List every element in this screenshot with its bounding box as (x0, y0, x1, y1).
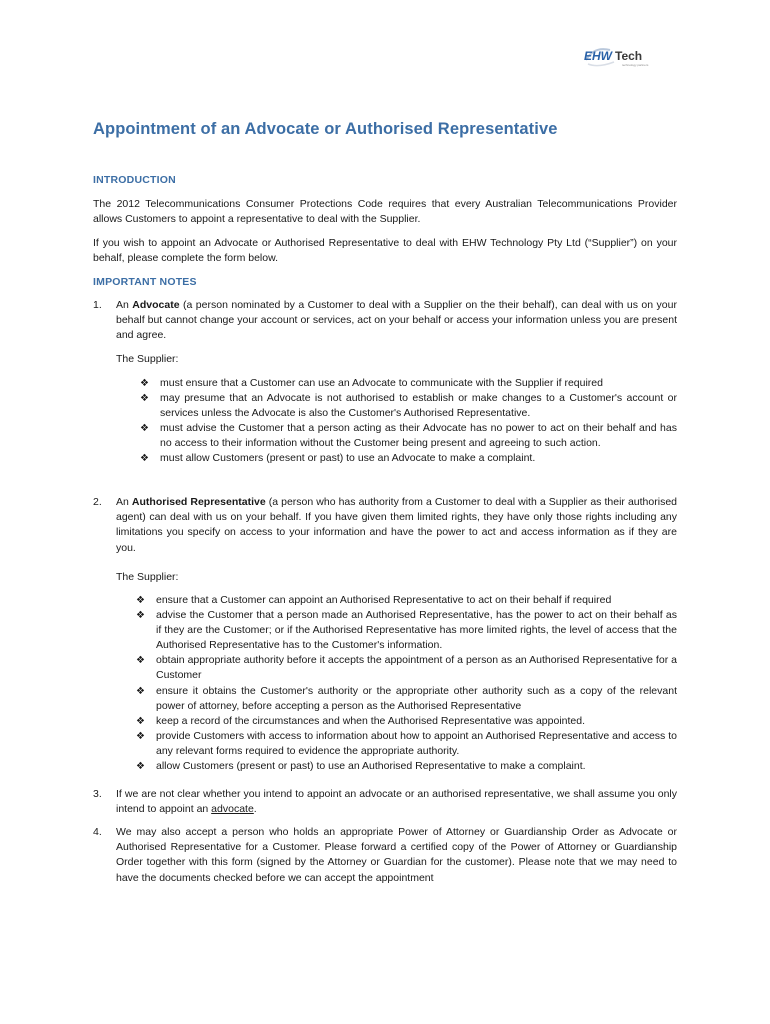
diamond-bullet-icon: ❖ (140, 378, 149, 389)
list-item: ❖ provide Customers with access to information about how to appoint an Authorised Representative and access to any relevant forms required to evidence the appropriate authority. (136, 729, 677, 757)
list-item: ❖ advise the Customer that a person made an Authorised Representative, has the power to act on their behalf as if they are the Customer; or if the Authorised Representative has more limited rights, the level of access that the Authorised Representative has to the Customer's information. (136, 609, 677, 652)
note-number: 2. (93, 496, 102, 508)
logo-tagline: technology partners (622, 63, 649, 67)
note-text: An Advocate (a person nominated by a Customer to deal with a Supplier on the their behalf), can deal with us on your behalf but cannot change your account or services, act on your behalf or access your information unless you are present and agree. (116, 299, 677, 342)
list-item: ❖ allow Customers (present or past) to use an Authorised Representative to make a complaint. (132, 759, 677, 774)
advocate-term: Advocate (132, 299, 180, 311)
list-item: ❖ obtain appropriate authority before it accepts the appointment of a person as an Authorised Representative for a Customer (136, 654, 677, 682)
representative-supplier-list (132, 593, 677, 774)
document-title: Appointment of an Advocate or Authorised Representative (93, 120, 558, 138)
diamond-bullet-icon: ❖ (140, 423, 149, 435)
list-item: ❖ ensure it obtains the Customer's authority or the appropriate other authority such as a copy of the relevant power of attorney, before accepting a person as the Authorised Representative (136, 684, 677, 712)
diamond-bullet-icon: ❖ (136, 685, 145, 697)
diamond-bullet-icon: ❖ (136, 610, 145, 622)
introduction-heading: INTRODUCTION (93, 174, 176, 186)
list-item: ❖ ensure that a Customer can appoint an Authorised Representative to act on their behalf if required (132, 593, 677, 608)
note-number: 3. (93, 788, 102, 800)
list-item: ❖ may presume that an Advocate is not authorised to establish or make changes to a Customer's account or services unless the Advocate is also the Customer's Authorised Representative. (140, 392, 677, 420)
list-item: ❖ must advise the Customer that a person acting as their Advocate has no power to act on their behalf and has no access to their information without the Customer being present and agreeing to such action. (140, 422, 677, 450)
note-text: If we are not clear whether you intend to appoint an advocate or an authorised representative, we shall assume you only intend to appoint an advocate. (116, 788, 677, 816)
logo-graphic (584, 44, 664, 70)
supplier-label-1: The Supplier: (116, 353, 179, 365)
ehw-tech-logo (584, 44, 664, 70)
list-item: ❖ must allow Customers (present or past) to use an Advocate to make a complaint. (136, 451, 677, 466)
advocate-supplier-list (136, 376, 677, 467)
diamond-bullet-icon: ❖ (136, 595, 145, 606)
diamond-bullet-icon: ❖ (136, 715, 145, 727)
diamond-bullet-icon: ❖ (140, 453, 149, 465)
note-number: 4. (93, 826, 102, 838)
important-notes-heading: IMPORTANT NOTES (93, 276, 197, 288)
authorised-representative-term: Authorised Representative (131, 496, 266, 508)
diamond-bullet-icon: ❖ (136, 655, 145, 667)
intro-paragraph-1: The 2012 Telecommunications Consumer Protections Code requires that every Australian Telecommunications Provider allows Customers to appoint a representative to deal with the Supplier. (93, 198, 677, 226)
diamond-bullet-icon: ❖ (136, 730, 145, 742)
diamond-bullet-icon: ❖ (136, 761, 145, 773)
list-item: ❖ must ensure that a Customer can use an Advocate to communicate with the Supplier if required (136, 376, 677, 391)
note-text: We may also accept a person who holds an appropriate Power of Attorney or Guardianship Order as Advocate or Authorised Representative for a Customer. Please forward a certified copy of the Power of Attorney or Guardianship Order together with this form (signed by the Attorney or Guardian for the customer). Please note that we may need to have the documents checked before we can accept the appointment (116, 826, 677, 884)
supplier-label-2: The Supplier: (116, 571, 179, 583)
advocate-link[interactable]: advocate (211, 803, 254, 816)
intro-paragraph-2: If you wish to appoint an Advocate or Authorised Representative to deal with EHW Technology Pty Ltd (“Supplier”) on your behalf, please complete the form below. (93, 237, 677, 265)
list-item: ❖ keep a record of the circumstances and when the Authorised Representative was appointed. (132, 714, 677, 729)
note-text: An Authorised Representative (a person who has authority from a Customer to deal with a Supplier as their authorised agent) can deal with us on your behalf. If you have given them limited rights, they have only those rights including any limitations you specify on access to your information and have the power to act and access information as if they are you. (116, 496, 677, 554)
logo-tech-text: Tech (615, 49, 643, 63)
logo-ehw-text: EHW (584, 49, 612, 63)
diamond-bullet-icon: ❖ (140, 393, 149, 405)
note-number: 1. (93, 299, 102, 311)
